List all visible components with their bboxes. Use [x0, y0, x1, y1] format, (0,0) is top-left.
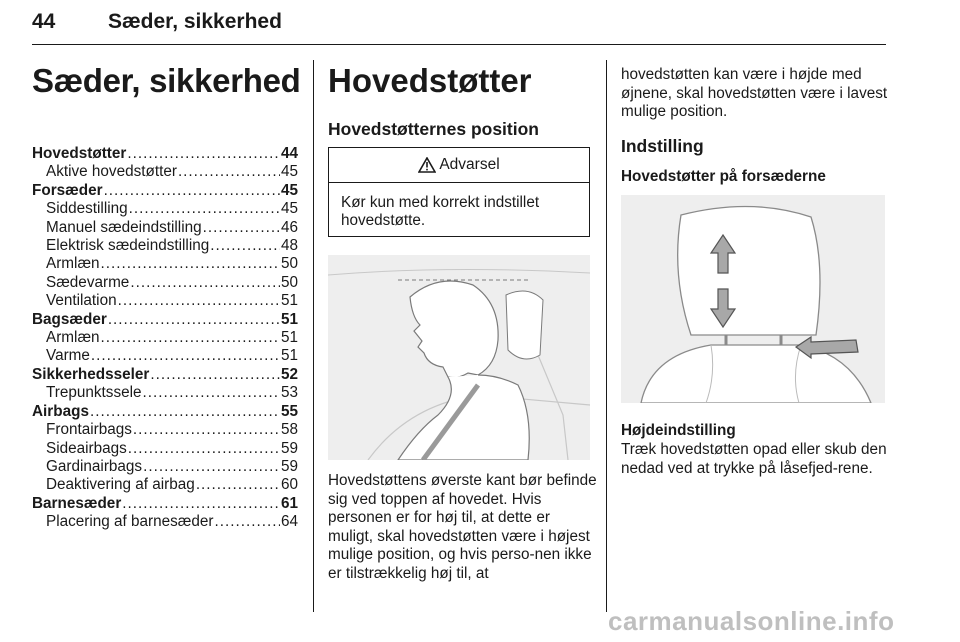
- warning-triangle-icon: [418, 157, 436, 173]
- page-number: 44: [32, 10, 56, 33]
- toc-leader-dots: [129, 200, 280, 218]
- toc-leader-dots: [196, 476, 280, 494]
- warning-box: [328, 147, 590, 237]
- front-seats-subheading: Hovedstøtter på forsæderne: [621, 168, 826, 185]
- toc-entry-label: Sædevarme: [46, 273, 130, 291]
- toc-entry-label: Barnesæder: [32, 494, 122, 512]
- height-adjustment-text: Træk hovedstøtten opad eller skub den nedad ved at trykke på låsefjed-rene.: [621, 441, 887, 477]
- toc-entry-label: Placering af barnesæder: [46, 513, 214, 531]
- toc-entry-page: 44: [280, 145, 298, 162]
- chapter-heading: Hovedstøtter: [328, 62, 532, 99]
- toc-entry-page: 53: [280, 384, 298, 402]
- toc-entry-label: Siddestilling: [46, 200, 128, 218]
- toc-entry-page: 46: [280, 218, 298, 236]
- toc-entry-label: Forsæder: [32, 181, 103, 199]
- toc-entry-label: Hovedstøtter: [32, 145, 127, 162]
- toc-entry-page: 51: [280, 347, 298, 365]
- toc-entry-label: Sikkerhedsseler: [32, 365, 150, 383]
- toc-leader-dots: [133, 421, 280, 439]
- toc-entry-label: Aktive hovedstøtter: [46, 163, 177, 181]
- toc-leader-dots: [128, 440, 280, 458]
- toc-leader-dots: [178, 163, 280, 181]
- toc-entry-page: 59: [280, 439, 298, 457]
- toc-entry-label: Bagsæder: [32, 310, 107, 328]
- toc-entry[interactable]: [32, 145, 298, 163]
- toc-leader-dots: [143, 384, 280, 402]
- toc-entry-label: Varme: [46, 347, 90, 365]
- toc-entry-label: Ventilation: [46, 292, 117, 310]
- toc-entry-page: 64: [280, 513, 298, 531]
- running-header-title: Sæder, sikkerhed: [108, 10, 282, 33]
- toc-leader-dots: [108, 311, 280, 329]
- toc-entry[interactable]: [32, 458, 298, 476]
- toc-entry-label: Frontairbags: [46, 421, 132, 439]
- toc-entry-page: 48: [280, 237, 298, 255]
- warning-title: Advarsel: [439, 156, 500, 173]
- toc-entry-label: Sideairbags: [46, 439, 127, 457]
- toc-entry-page: 58: [280, 421, 298, 439]
- watermark: carmanualsonline.info: [608, 606, 895, 636]
- toc-entry[interactable]: [32, 513, 298, 531]
- toc-entry-page: 45: [280, 200, 298, 218]
- toc-leader-dots: [203, 219, 280, 237]
- warning-text: Kør kun med korrekt indstillet hovedstøtte.: [341, 194, 540, 230]
- toc-leader-dots: [143, 458, 280, 476]
- toc-entry-page: 51: [280, 310, 298, 328]
- toc-entry[interactable]: [32, 495, 298, 513]
- toc-entry[interactable]: [32, 182, 298, 200]
- toc-entry[interactable]: [32, 403, 298, 421]
- header-divider: [32, 44, 886, 45]
- toc-leader-dots: [127, 145, 280, 163]
- toc-leader-dots: [130, 274, 280, 292]
- toc-entry[interactable]: [32, 255, 298, 273]
- toc-leader-dots: [210, 237, 280, 255]
- toc-entry-label: Armlæn: [46, 255, 100, 273]
- toc-leader-dots: [101, 255, 280, 273]
- headrest-adjustment-illustration: [621, 195, 885, 403]
- toc-entry-label: Elektrisk sædeindstilling: [46, 237, 210, 255]
- toc-entry-page: 50: [280, 255, 298, 273]
- toc-leader-dots: [104, 182, 280, 200]
- toc-entry[interactable]: [32, 476, 298, 494]
- toc-entry[interactable]: [32, 384, 298, 402]
- toc-entry[interactable]: [32, 329, 298, 347]
- toc-entry-label: Trepunktssele: [46, 384, 142, 402]
- toc-entry-label: Gardinairbags: [46, 457, 143, 475]
- toc-entry-page: 60: [280, 476, 298, 494]
- toc-entry-page: 59: [280, 457, 298, 475]
- head-position-text: Hovedstøttens øverste kant bør befinde sig ved toppen af hovedet. Hvis personen er for høj til, at dette er muligt, skal hovedstøtten være i højest mulige position, og hvis perso-nen ikke er tilstrækkelig høj til, at: [328, 472, 597, 582]
- toc-leader-dots: [122, 495, 280, 513]
- column-divider-1: [313, 60, 314, 612]
- toc-entry-page: 51: [280, 292, 298, 310]
- toc-entry-label: Armlæn: [46, 329, 100, 347]
- height-adjustment-subheading: Højdeindstilling: [621, 422, 736, 439]
- toc-entry-label: Manuel sædeindstilling: [46, 218, 202, 236]
- toc-entry[interactable]: [32, 421, 298, 439]
- toc-leader-dots: [215, 513, 280, 531]
- toc-leader-dots: [101, 329, 280, 347]
- toc-entry-label: Deaktivering af airbag: [46, 476, 195, 494]
- toc-entry-page: 61: [280, 494, 298, 512]
- toc-entry[interactable]: [32, 274, 298, 292]
- toc-entry-page: 52: [280, 365, 298, 383]
- toc-entry-label: Airbags: [32, 402, 89, 420]
- toc-leader-dots: [91, 347, 280, 365]
- chapter-subheading: Hovedstøtternes position: [328, 119, 539, 139]
- head-position-illustration: [328, 255, 590, 460]
- toc-entry[interactable]: [32, 311, 298, 329]
- toc-entry-page: 50: [280, 273, 298, 291]
- toc-leader-dots: [118, 292, 280, 310]
- toc-entry-page: 51: [280, 329, 298, 347]
- table-of-contents: [32, 145, 298, 532]
- toc-leader-dots: [150, 366, 280, 384]
- toc-entry[interactable]: [32, 440, 298, 458]
- toc-leader-dots: [90, 403, 280, 421]
- toc-entry[interactable]: [32, 200, 298, 218]
- section-title: Sæder, sikkerhed: [32, 62, 301, 99]
- toc-entry-page: 55: [280, 402, 298, 420]
- toc-entry-page: 45: [280, 181, 298, 199]
- toc-entry[interactable]: [32, 347, 298, 365]
- toc-entry[interactable]: [32, 219, 298, 237]
- warning-header: [329, 148, 589, 183]
- toc-entry[interactable]: [32, 237, 298, 255]
- toc-entry[interactable]: [32, 292, 298, 310]
- continued-text: hovedstøtten kan være i højde med øjnene, skal hovedstøtten være i lavest mulige position.: [621, 66, 888, 121]
- toc-entry[interactable]: [32, 366, 298, 384]
- adjustment-heading: Indstilling: [621, 136, 704, 156]
- toc-entry-page: 45: [280, 163, 298, 181]
- toc-entry[interactable]: [32, 163, 298, 181]
- column-divider-2: [606, 60, 607, 612]
